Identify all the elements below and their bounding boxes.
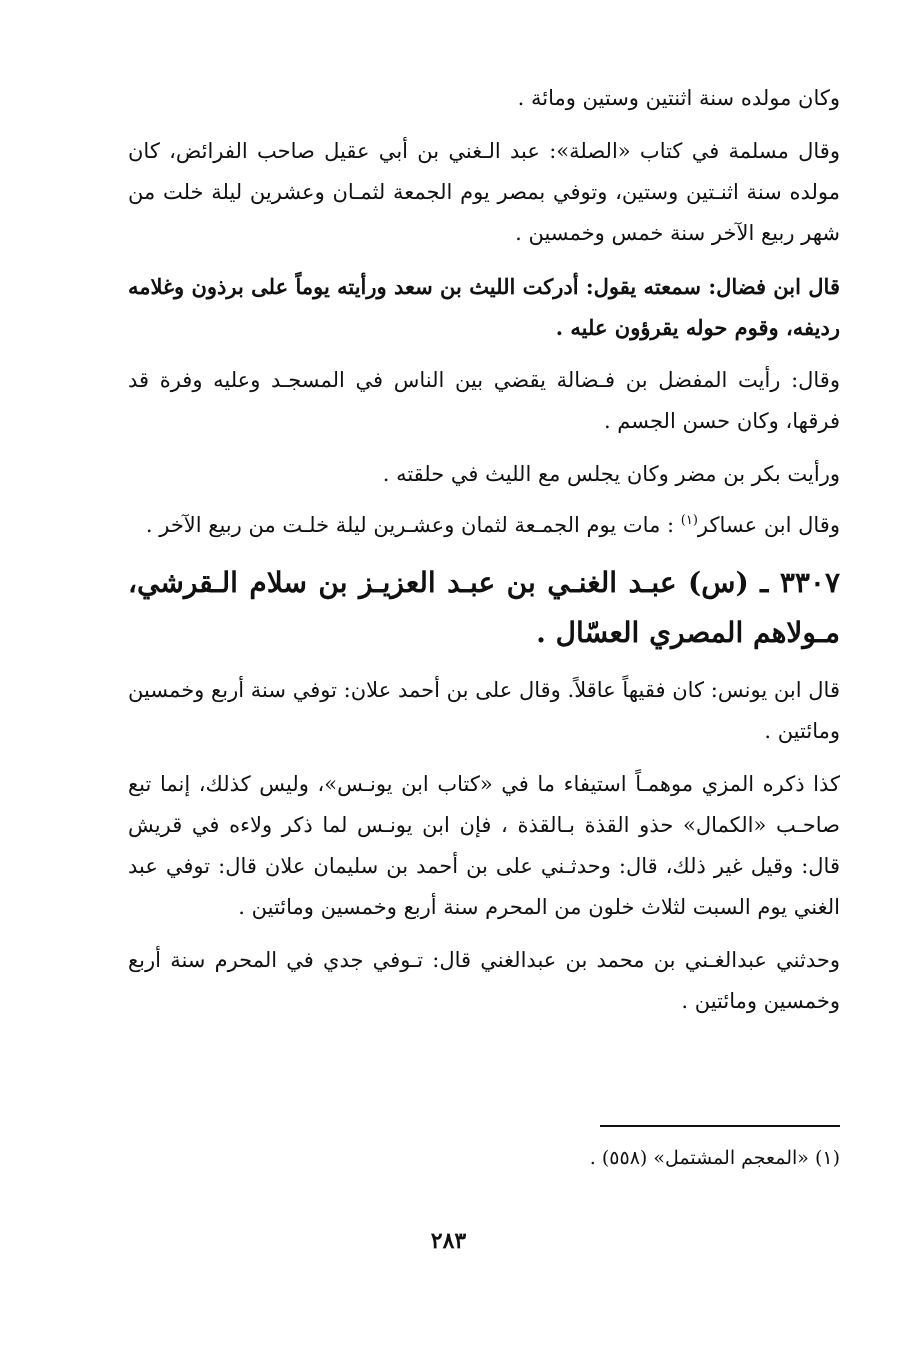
footnote: (١) «المعجم المشتمل» (٥٥٨) . <box>589 1147 840 1169</box>
footnote-divider <box>600 1125 840 1127</box>
footnote-reference: (١) <box>680 513 698 528</box>
page-number: ٢٨٣ <box>430 1228 467 1254</box>
paragraph-mizzi-critique: كذا ذكره المزي موهمـاً استيفاء ما في «كتاب ابن يونـس»، وليس كذلك، إنما تبع صاحـب «الكمال» حذو القذة بـالقذة ، فإن ابن يونـس لما ذكر ولاءه في قريش قال: وقيل غير ذلك، قال: وحدثـني على بن أحمد بن سليمان علان قال: توفي عبد الغني يوم السبت لثلاث خلون من المحرم سنة أربع وخمسين ومائتين . <box>128 772 840 919</box>
paragraph-ibn-asakir-start: وقال ابن عساكر <box>697 513 840 537</box>
page-body <box>128 78 840 1034</box>
paragraph-maslama-quote: وقال مسلمة في كتاب «الصلة»: عبد الـغني بن أبي عقيل صاحب الفرائض، كان مولده سنة اثنـتين وستين، وتوفي بمصر يوم الجمعة لثمـان وعشرين ليلة خلت من شهر ربيع الآخر سنة خمس وخمسين . <box>128 139 840 245</box>
paragraph-birth-year: وكان مولده سنة اثنتين وستين ومائة . <box>517 86 840 110</box>
entry-heading: ٣٣٠٧ ـ (س) عبـد الغنـي بن عبـد العزيـز بن سلام الـقرشي، مـولاهم المصري العسّال . <box>128 566 840 649</box>
paragraph-ibn-yunus: قال ابن يونس: كان فقيهاً عاقلاً. وقال على بن أحمد علان: توفي سنة أربع وخمسين ومائتين . <box>128 678 840 743</box>
paragraph-ibn-asakir-end: : مات يوم الجمـعة لثمان وعشـرين ليلة خلـت من ربيع الآخر . <box>145 513 681 537</box>
paragraph-bakr-ibn-mudar: ورأيت بكر بن مضر وكان يجلس مع الليث في حلقته . <box>382 462 840 486</box>
paragraph-grandson-report: وحدثني عبدالغـني بن محمد بن عبدالغني قال: تـوفي جدي في المحرم سنة أربع وخمسين ومائتين . <box>128 948 840 1013</box>
paragraph-ibn-asakir <box>128 505 840 546</box>
paragraph-mufaddal: وقال: رأيت المفضل بن فـضالة يقضي بين الناس في المسجـد وعليه وفرة قد فرقها، وكان حسن الجسم . <box>128 368 840 433</box>
paragraph-ibn-fadal: قال ابن فضال: سمعته يقول: أدركت الليث بن سعد ورأيته يوماً على برذون وغلامه رديفه، وقوم حوله يقرؤون عليه . <box>128 274 840 340</box>
